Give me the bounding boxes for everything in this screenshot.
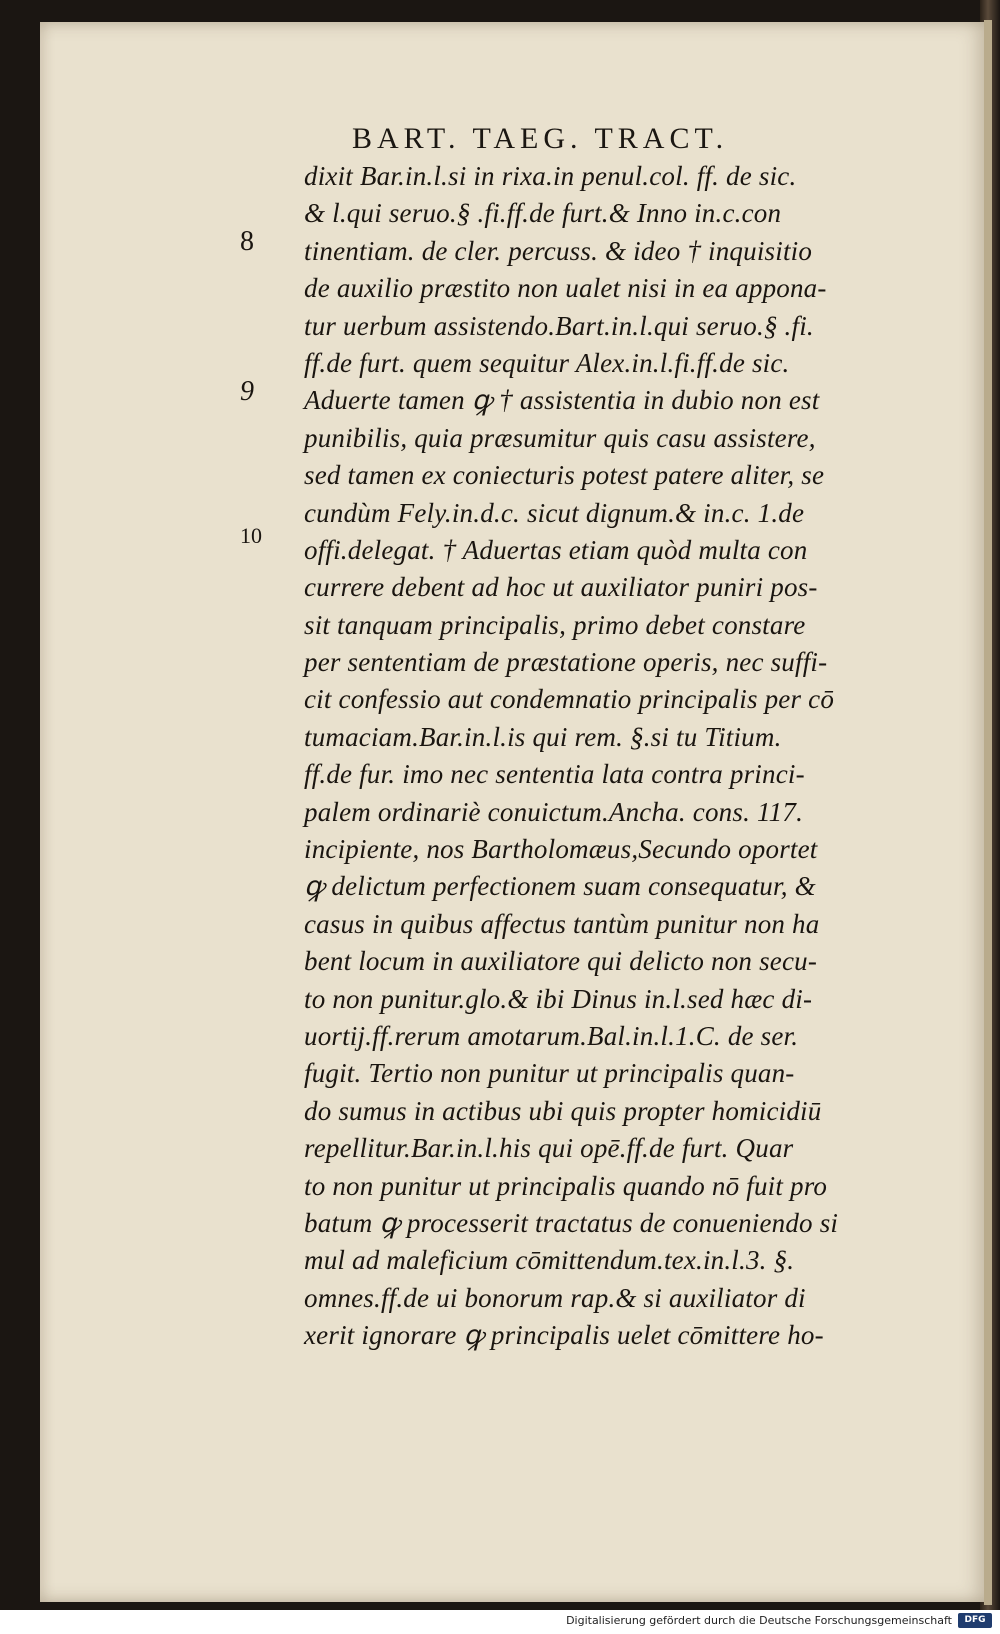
text-line: to non punitur ut principalis quando nō fuit pro — [304, 1170, 828, 1201]
text-line: offi.delegat. † Aduertas etiam quòd multa con — [304, 534, 808, 565]
running-head-text: BART. TAEG. TRACT. — [352, 122, 729, 155]
body-text — [304, 158, 934, 1355]
text-line: dixit Bar.in.l.si in rixa.in penul.col. ff. de sic. — [304, 161, 797, 191]
funding-credit: Digitalisierung gefördert durch die Deutsche Forschungsgemeinschaft — [566, 1614, 952, 1627]
text-line: de auxilio præstito non ualet nisi in ea appona- — [304, 273, 827, 304]
page-fore-edge — [984, 20, 992, 1605]
text-line: ꝙ delictum perfectionem suam consequatur, & — [304, 871, 816, 902]
margin-number-10: 10 — [240, 523, 262, 548]
text-line: repellitur.Bar.in.l.his qui opē.ff.de furt. Quar — [304, 1133, 794, 1164]
text-line: ff.de fur. imo nec sententia lata contra princi- — [304, 759, 805, 790]
text-line: batum ꝙ processerit tractatus de conueniendo si — [304, 1207, 839, 1238]
text-line: sit tanquam principalis, primo debet constare — [304, 609, 806, 640]
text-line: per sententiam de præstatione operis, nec suffi- — [304, 647, 828, 678]
text-line: to non punitur.glo.& ibi Dinus in.l.sed hæc di- — [304, 983, 813, 1014]
text-line: mul ad maleficium cōmittendum.tex.in.l.3. §. — [304, 1245, 795, 1276]
text-line: tumaciam.Bar.in.l.is qui rem. §.si tu Titium. — [304, 721, 782, 752]
text-line: omnes.ff.de ui bonorum rap.& si auxiliator di — [304, 1282, 806, 1313]
text-line: currere debent ad hoc ut auxiliator puniri pos- — [304, 572, 818, 603]
text-line: incipiente, nos Bartholomæus,Secundo oportet — [304, 834, 818, 865]
text-line: punibilis, quia præsumitur quis casu assistere, — [304, 422, 816, 453]
text-line: casus in quibus affectus tantùm punitur non ha — [304, 908, 820, 939]
margin-number-8: 8 — [240, 226, 254, 257]
text-line: bent locum in auxiliatore qui delicto non secu- — [304, 946, 818, 977]
text-line: cundùm Fely.in.d.c. sicut dignum.& in.c. 1.de — [304, 497, 805, 528]
text-line: xerit ignorare ꝙ principalis uelet cōmittere ho- — [304, 1320, 824, 1351]
text-line: & l.qui seruo.§ .fi.ff.de furt.& Inno in.c.con — [304, 198, 782, 229]
text-line: tur uerbum assistendo.Bart.in.l.qui seruo.§ .fi. — [304, 310, 814, 341]
dfg-logo: DFG — [958, 1613, 992, 1628]
running-head — [352, 122, 728, 156]
text-line: ff.de furt. quem sequitur Alex.in.l.fi.ff.de sic. — [304, 347, 790, 378]
text-line: Aduerte tamen ꝙ † assistentia in dubio non est — [304, 385, 820, 416]
text-line: tinentiam. de cler. percuss. & ideo † inquisitio — [304, 235, 813, 266]
text-line: cit confessio aut condemnatio principalis per cō — [304, 684, 835, 715]
text-line: uortij.ff.rerum amotarum.Bal.in.l.1.C. de ser. — [304, 1020, 799, 1051]
text-line: do sumus in actibus ubi quis propter homicidiū — [304, 1095, 822, 1126]
margin-number-9: 9 — [240, 376, 254, 407]
text-line: palem ordinariè conuictum.Ancha. cons. 117. — [304, 796, 804, 827]
text-line: sed tamen ex coniecturis potest patere aliter, se — [304, 460, 825, 491]
text-line: fugit. Tertio non punitur ut principalis quan- — [304, 1058, 795, 1089]
